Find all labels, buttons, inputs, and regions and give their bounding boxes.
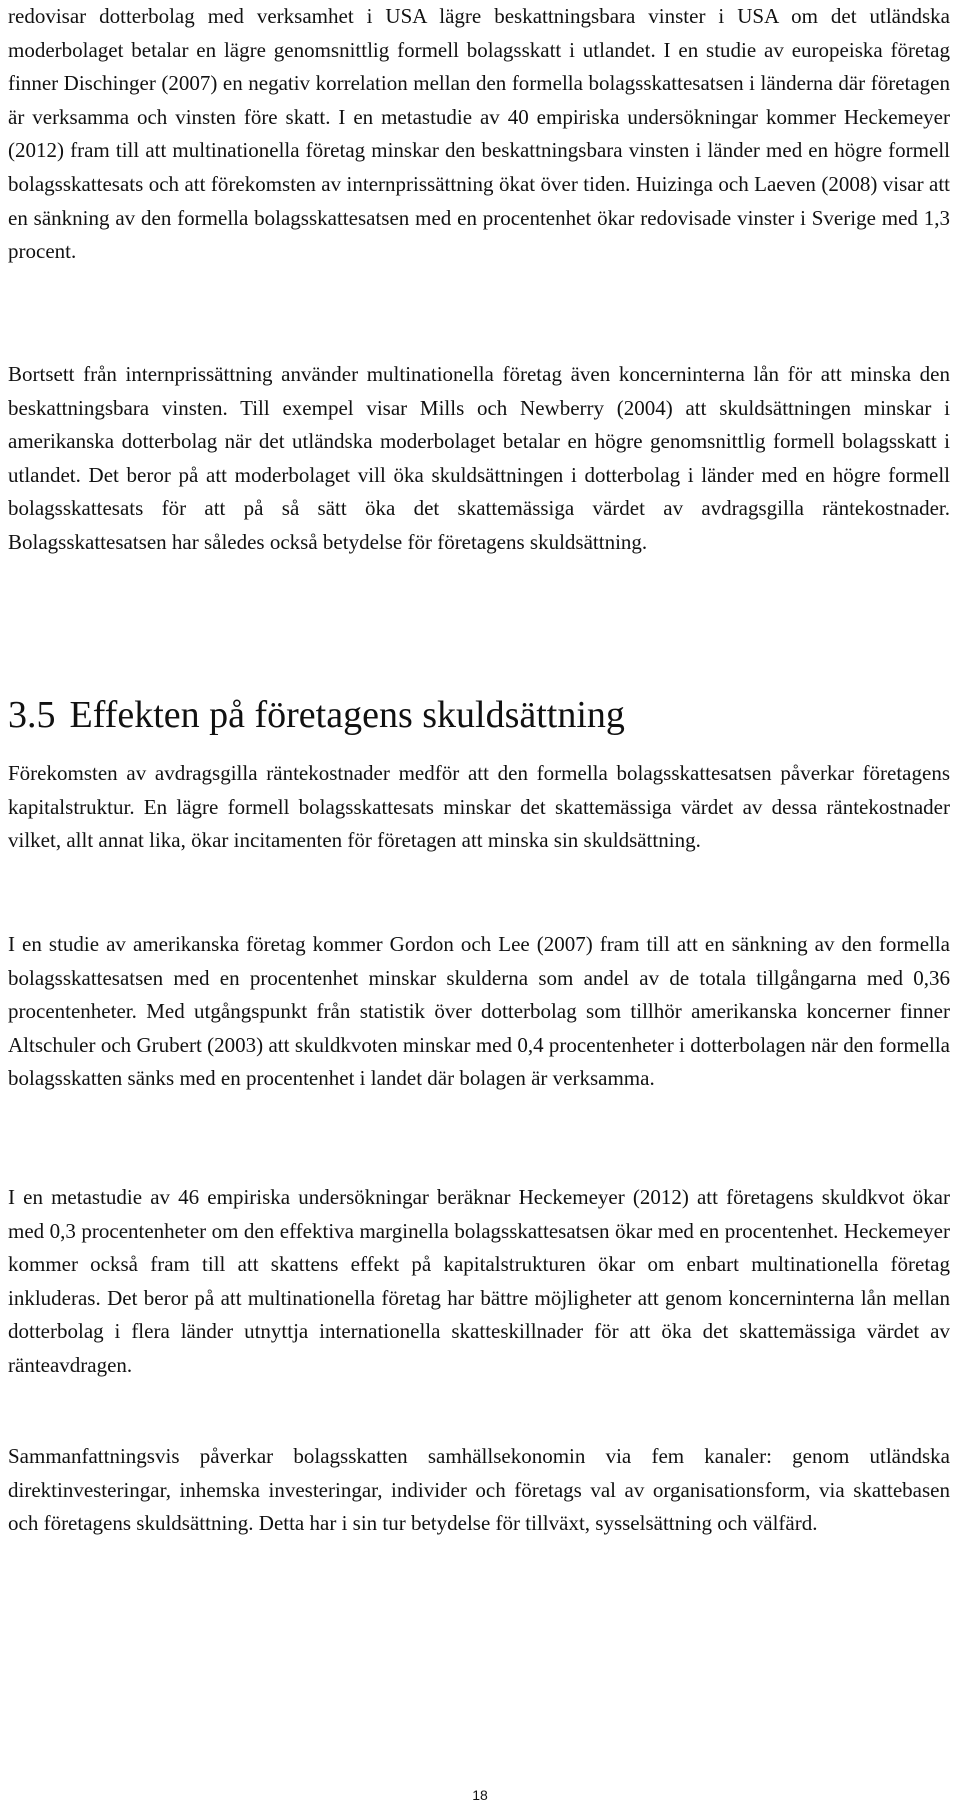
paragraph-american-studies: I en studie av amerikanska företag kommer Gordon och Lee (2007) fram till att en sänkning av den formella bolagsskattesatsen med en procentenhet minskar skulderna som andel av de totala tillgångarna med 0,36 procentenheter. Med utgångspunkt från statistik över dotterbolag som tillhör amerikanska koncerner finner Altschuler och Grubert (2003) att skuldkvoten minskar med 0,4 procentenheter i dotterbolagen när den formella bolagsskatten sänks med en procentenhet i landet där bolagen är verksamma. xyxy=(8,932,950,1091)
section-title: Effekten på företagens skuldsättning xyxy=(69,694,625,736)
paragraph-capital-structure: Förekomsten av avdragsgilla räntekostnader medför att den formella bolagsskattesatsen påverkar företagens kapitalstruktur. En lägre formell bolagsskattesats minskar det skattemässiga värdet av dessa räntekostnader vilket, allt annat lika, ökar incitamenten för företagen att minska sin skuldsättning. xyxy=(8,761,950,853)
page-number: 18 xyxy=(472,1787,488,1803)
paragraph-summary: Sammanfattningsvis påverkar bolagsskatten samhällsekonomin via fem kanaler: genom utländska direktinvesteringar, inhemska investeringar, individer och företags val av organisationsform, via skattebasen och företagens skuldsättning. Detta har i sin tur betydelse för tillväxt, sysselsättning och välfärd. xyxy=(8,1444,950,1536)
paragraph-metastudy: I en metastudie av 46 empiriska undersökningar beräknar Heckemeyer (2012) att företagens skuldkvot ökar med 0,3 procentenheter om den effektiva marginella bolagsskattesatsen ökar med en procentenhet. Heckemeyer kommer också fram till att skattens effekt på kapitalstrukturen ökar om enbart multinationella företag inkluderas. Det beror på att multinationella företag har bättre möjligheter att genom koncerninterna lån mellan dotterbolag i flera länder utnyttja internationella skatteskillnader för att öka det skattemässiga värdet av ränteavdragen. xyxy=(8,1185,950,1377)
section-heading xyxy=(8,689,625,741)
paragraph-internal-loans: Bortsett från internprissättning använder multinationella företag även koncerninterna lån för att minska den beskattningsbara vinsten. Till exempel visar Mills och Newberry (2004) att skuldsättningen minskar i amerikanska dotterbolag när det utländska moderbolaget betalar en högre genomsnittlig formell bolagsskatt i utlandet. Det beror på att moderbolaget vill öka skuldsättningen i dotterbolag i länder med en högre formell bolagsskattesats för att på så sätt öka det skattemässiga värdet av avdragsgilla räntekostnader. Bolagsskattesatsen har således också betydelse för företagens skuldsättning. xyxy=(8,362,950,554)
section-number: 3.5 xyxy=(8,694,56,736)
paragraph-profit-shifting-studies: redovisar dotterbolag med verksamhet i USA lägre beskattningsbara vinster i USA om det utländska moderbolaget betalar en lägre genomsnittlig formell bolagsskatt i utlandet. I en studie av europeiska företag finner Dischinger (2007) en negativ korrelation mellan den formella bolagsskattesatsen i länderna där företagen är verksamma och vinsten före skatt. I en metastudie av 40 empiriska undersökningar kommer Heckemeyer (2012) fram till att multinationella företag minskar den beskattningsbara vinsten i länder med en högre formell bolagsskattesats och att förekomsten av internprissättning ökat över tiden. Huizinga och Laeven (2008) visar att en sänkning av den formella bolagsskattesatsen med en procentenhet ökar redovisade vinster i Sverige med 1,3 procent. xyxy=(8,4,950,264)
